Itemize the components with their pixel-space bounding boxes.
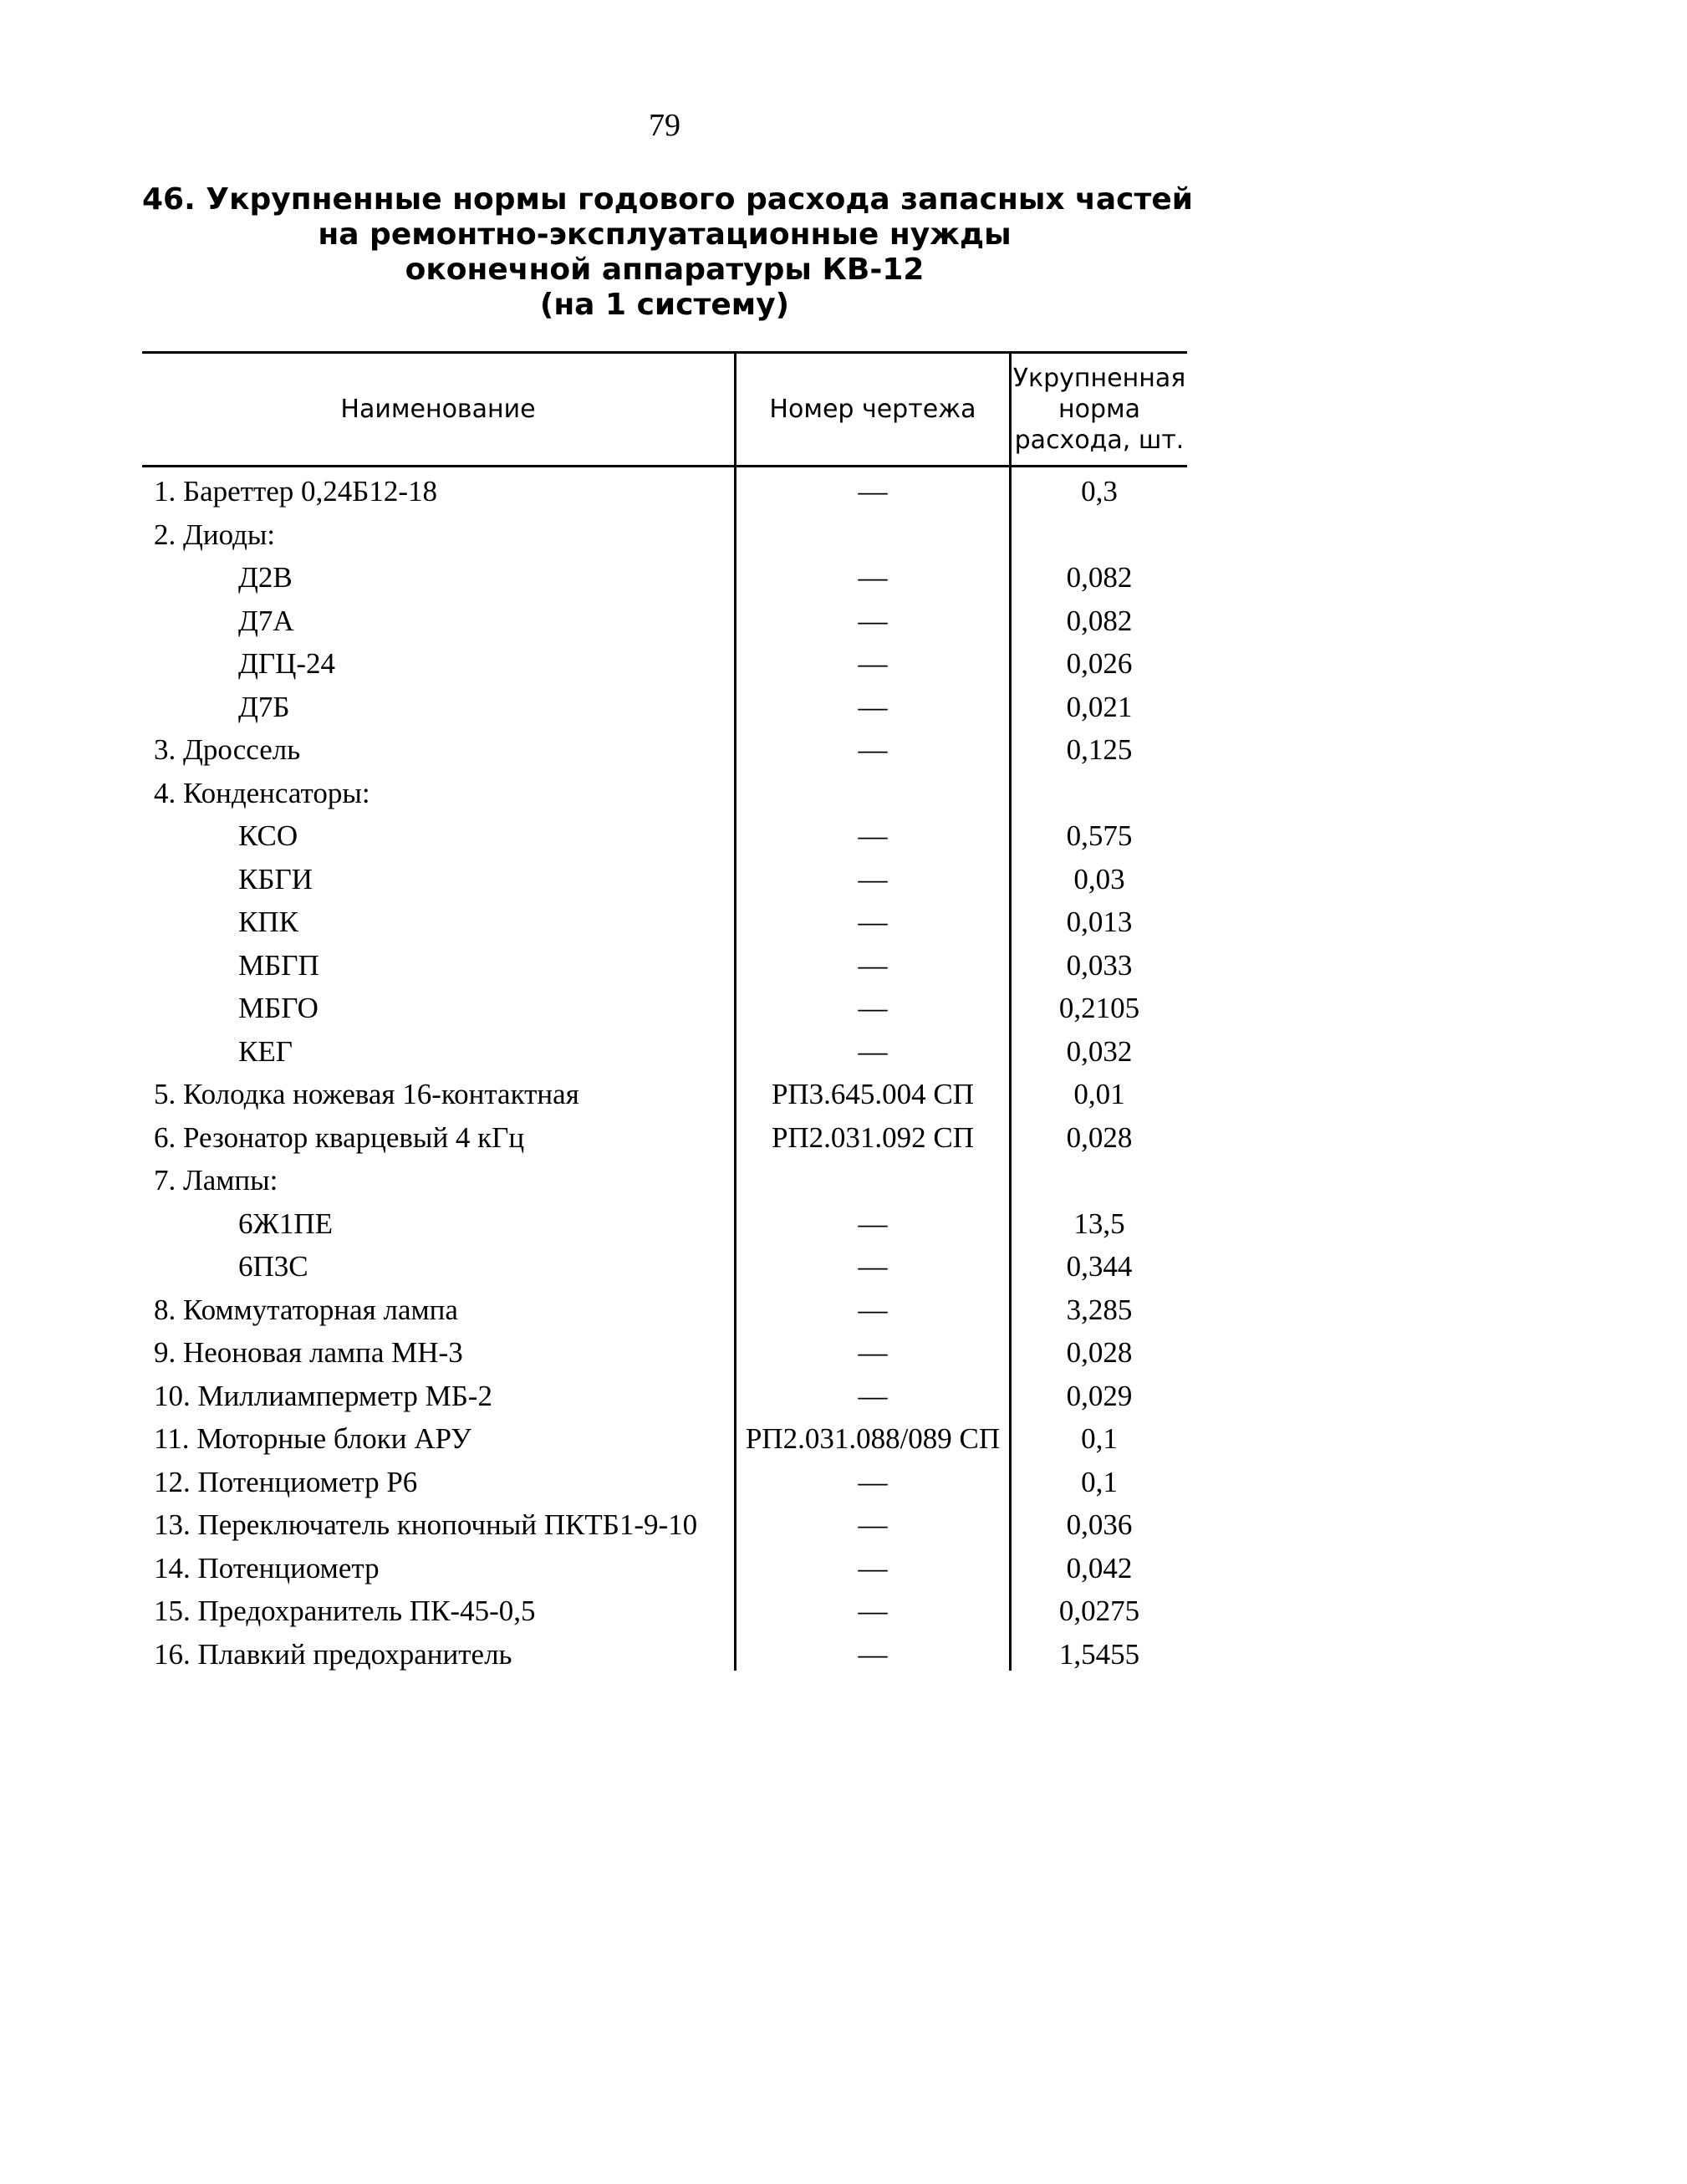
row-drawing-number: — (858, 1595, 888, 1627)
row-drawing-number: — (858, 561, 888, 594)
row-norm-value: 0,1 (1081, 1465, 1118, 1498)
row-name: 14. Потенциометр (154, 1551, 380, 1584)
table-row (142, 1547, 1187, 1590)
title-line-2: на ремонтно-эксплуатационные нужды (318, 217, 1012, 252)
table-row (142, 1503, 1187, 1547)
row-name: Д2В (238, 561, 293, 594)
table-row (142, 944, 1187, 987)
row-name: КПК (238, 906, 298, 938)
title-line-1: 46. Укрупненные нормы годового расхода запасных частей (142, 182, 1193, 217)
row-norm-value: 0,01 (1073, 1078, 1125, 1110)
row-name: 15. Предохранитель ПК-45-0,5 (154, 1595, 536, 1627)
table-row (142, 1633, 1187, 1676)
row-drawing-number: — (858, 690, 888, 723)
row-norm-value: 0,2105 (1058, 992, 1140, 1024)
row-drawing-number: — (858, 1207, 888, 1240)
row-norm-value: 0,033 (1066, 948, 1133, 982)
table-row (142, 513, 1187, 557)
header-name (142, 354, 734, 465)
row-name: 6П3С (238, 1250, 308, 1283)
row-norm-value: 0,021 (1066, 690, 1133, 723)
row-drawing-number: — (858, 475, 888, 508)
header-norm-line-1: Укрупненная (1012, 364, 1186, 393)
row-name: 13. Переключатель кнопочный ПКТБ1-9-10 (154, 1508, 698, 1541)
row-norm-value: 0,028 (1066, 1120, 1133, 1154)
table-row (142, 1116, 1187, 1160)
row-name: 4. Конденсаторы: (154, 776, 370, 809)
table-row (142, 1461, 1187, 1504)
table-row (142, 987, 1187, 1030)
header-norm (1012, 354, 1187, 465)
header-name-label: Наименование (340, 395, 536, 424)
header-norm-line-2: норма (1058, 395, 1140, 424)
table-body (142, 470, 1187, 1676)
table-row (142, 642, 1187, 686)
row-name: 16. Плавкий предохранитель (154, 1637, 512, 1671)
row-drawing-number: — (858, 1465, 888, 1498)
row-norm-value: 0,026 (1066, 647, 1133, 680)
row-name: 12. Потенциометр Р6 (154, 1465, 418, 1498)
row-name: КСО (238, 819, 298, 852)
row-name: МБГП (238, 948, 319, 982)
header-bottom-rule (142, 465, 1187, 467)
row-drawing-number: — (858, 604, 888, 637)
row-name: 1. Бареттер 0,24Б12-18 (154, 475, 438, 508)
table-row (142, 1159, 1187, 1202)
row-drawing-number: — (858, 906, 888, 938)
row-drawing-number: — (858, 1508, 888, 1541)
row-norm-value: 3,285 (1066, 1293, 1133, 1326)
row-norm-value: 0,03 (1073, 862, 1125, 896)
row-norm-value: 0,042 (1066, 1551, 1133, 1584)
row-norm-value: 0,036 (1066, 1508, 1133, 1541)
row-name: Д7Б (238, 690, 290, 723)
table-row (142, 686, 1187, 729)
row-drawing-number: — (858, 819, 888, 852)
row-drawing-number: — (858, 862, 888, 896)
row-drawing-number: РП2.031.088/089 СП (745, 1422, 1001, 1455)
row-drawing-number: — (858, 1551, 888, 1584)
page-number: 79 (649, 108, 680, 143)
table-row (142, 1417, 1187, 1461)
row-norm-value: 0,125 (1066, 733, 1133, 766)
header-drawing (736, 354, 1009, 465)
row-name: 3. Дроссель (154, 733, 301, 766)
row-drawing-number: — (858, 733, 888, 766)
table-row (142, 470, 1187, 513)
table-title (142, 182, 1193, 323)
title-line-3: оконечной аппаратуры КВ-12 (405, 253, 925, 287)
row-drawing-number: — (858, 948, 888, 982)
row-norm-value: 0,032 (1066, 1034, 1133, 1068)
row-name: 7. Лампы: (154, 1164, 278, 1197)
row-name: 2. Диоды: (154, 518, 276, 551)
table-row (142, 728, 1187, 772)
row-drawing-number: — (858, 1336, 888, 1369)
row-name: ДГЦ-24 (238, 647, 336, 680)
row-norm-value: 1,5455 (1058, 1637, 1140, 1671)
table-row (142, 901, 1187, 944)
row-drawing-number: — (858, 992, 888, 1024)
row-drawing-number: РП3.645.004 СП (771, 1078, 975, 1110)
row-norm-value: 0,082 (1066, 561, 1133, 594)
table-row (142, 1375, 1187, 1418)
table-row (142, 1030, 1187, 1074)
row-name: 9. Неоновая лампа МН-3 (154, 1336, 463, 1369)
table-row (142, 600, 1187, 643)
row-drawing-number: — (858, 1379, 888, 1412)
table-row (142, 814, 1187, 858)
row-drawing-number: — (858, 1250, 888, 1283)
row-norm-value: 0,575 (1066, 819, 1133, 852)
row-name: 11. Моторные блоки АРУ (154, 1422, 471, 1455)
row-norm-value: 13,5 (1073, 1207, 1125, 1240)
row-drawing-number: — (858, 1034, 888, 1068)
row-name: 5. Колодка ножевая 16-контактная (154, 1078, 579, 1110)
title-line-4: (на 1 систему) (539, 288, 790, 322)
row-name: КЕГ (238, 1034, 293, 1068)
row-norm-value: 0,013 (1066, 906, 1133, 938)
table-row (142, 1590, 1187, 1633)
row-name: 10. Миллиамперметр МБ-2 (154, 1379, 492, 1412)
header-drawing-label: Номер чертежа (769, 395, 976, 424)
row-name: Д7А (238, 604, 294, 637)
row-name: 6. Резонатор кварцевый 4 кГц (154, 1120, 525, 1154)
table-row (142, 1331, 1187, 1375)
row-name: КБГИ (238, 862, 313, 896)
table-row (142, 1245, 1187, 1288)
row-drawing-number: — (858, 647, 888, 680)
row-norm-value: 0,0275 (1058, 1595, 1140, 1627)
row-name: 6Ж1ПЕ (238, 1207, 334, 1240)
table-row (142, 1073, 1187, 1116)
row-drawing-number: — (858, 1293, 888, 1326)
row-norm-value: 0,3 (1081, 475, 1118, 508)
row-name: 8. Коммутаторная лампа (154, 1293, 458, 1326)
row-norm-value: 0,1 (1081, 1422, 1118, 1455)
table-row (142, 1288, 1187, 1332)
row-drawing-number: — (858, 1637, 888, 1671)
table-row (142, 858, 1187, 901)
row-norm-value: 0,344 (1066, 1250, 1133, 1283)
row-norm-value: 0,082 (1066, 604, 1133, 637)
table-row (142, 556, 1187, 600)
row-name: МБГО (238, 992, 319, 1024)
row-norm-value: 0,029 (1066, 1379, 1133, 1412)
table-row (142, 772, 1187, 815)
table-row (142, 1202, 1187, 1246)
row-drawing-number: РП2.031.092 СП (771, 1120, 975, 1154)
header-norm-line-3: расхода, шт. (1014, 426, 1185, 455)
row-norm-value: 0,028 (1066, 1336, 1133, 1369)
